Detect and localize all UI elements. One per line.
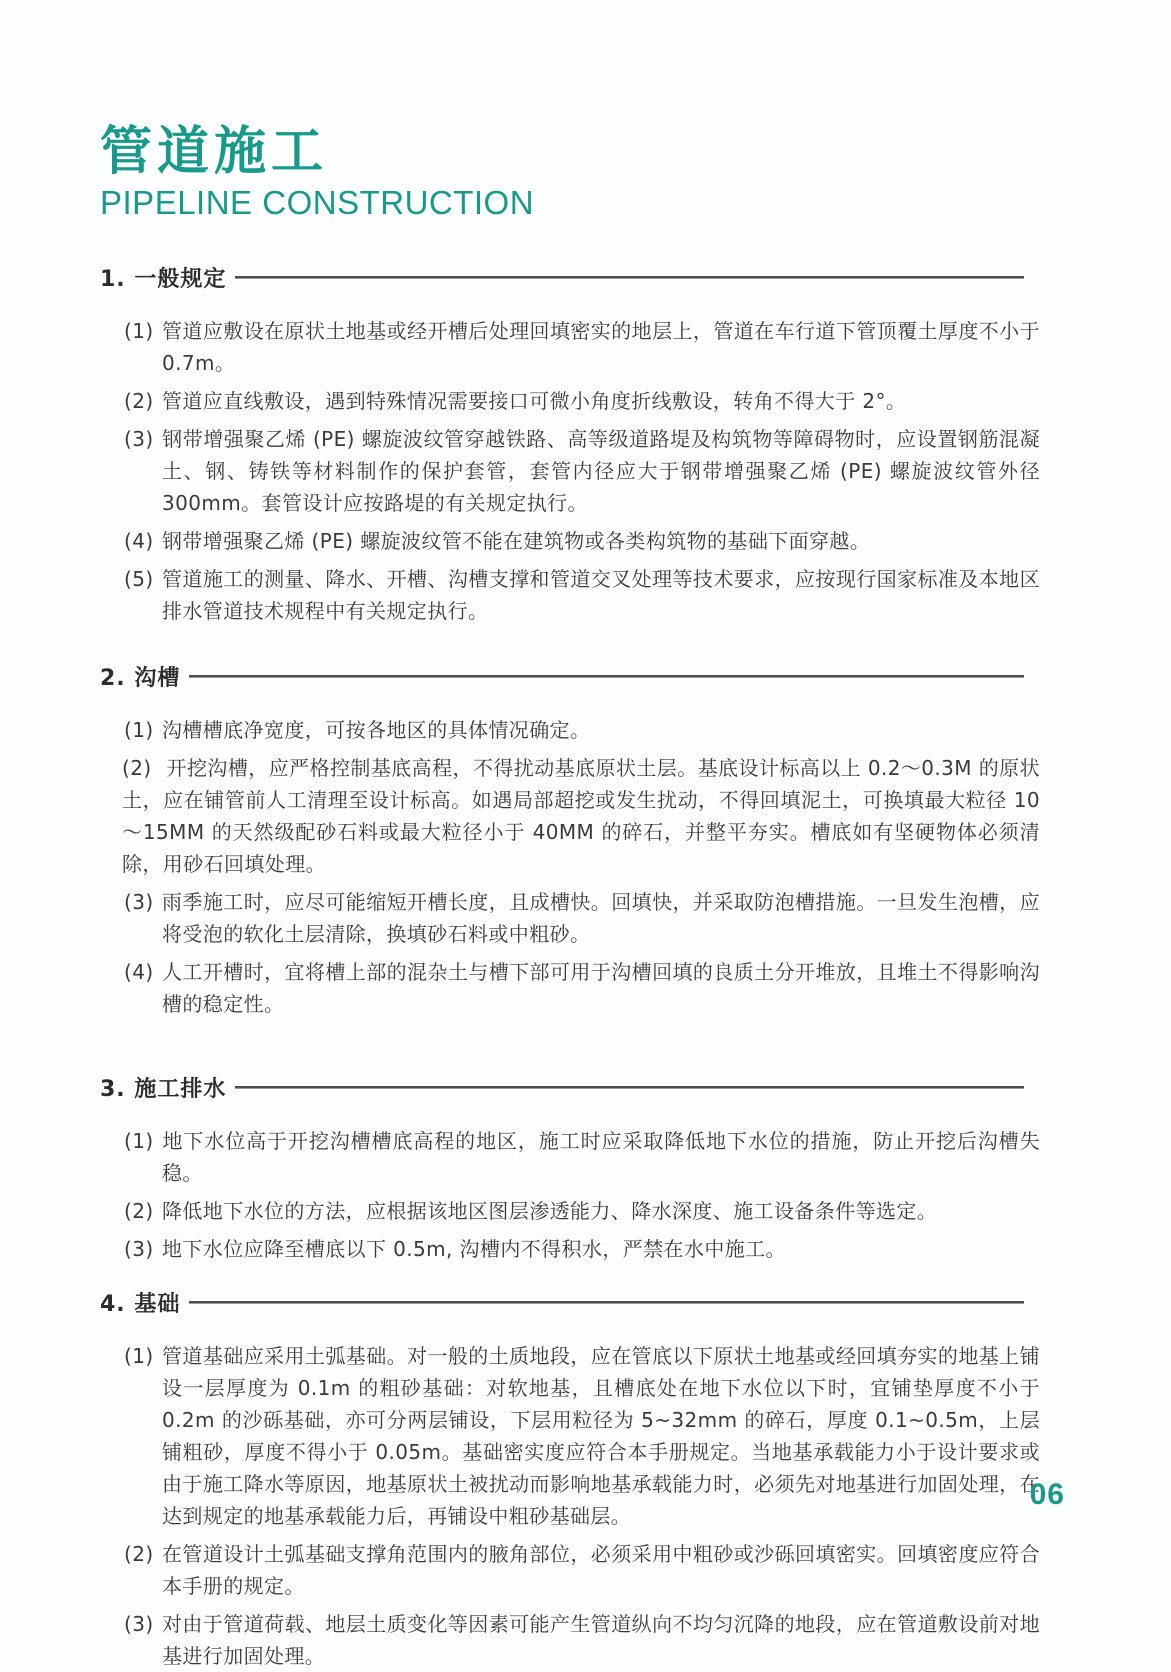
item-marker: (1)	[124, 1344, 154, 1368]
item-marker: (3)	[124, 1237, 154, 1261]
item-text: 雨季施工时，应尽可能缩短开槽长度，且成槽快。回填快，并采取防泡槽措施。一旦发生泡槽，应将受泡的软化土层清除，换填砂石料或中粗砂。	[162, 890, 1040, 946]
section-heading: 2. 沟槽	[100, 666, 181, 691]
section-heading: 4. 基础	[100, 1292, 181, 1317]
section-divider-rule	[189, 675, 1024, 678]
item-text: 地下水位高于开挖沟槽槽底高程的地区，施工时应采取降低地下水位的措施，防止开挖后沟槽失稳。	[162, 1129, 1040, 1185]
list-item	[100, 385, 1040, 417]
item-text: 管道基础应采用土弧基础。对一般的土质地段，应在管底以下原状土地基或经回填夯实的地基上铺设一层厚度为 0.1m 的粗砂基础：对软地基，且槽底处在地下水位以下时，宜铺垫厚度不小于 0.2m 的沙砾基础，亦可分两层铺设，下层用粒径为 5~32mm 的碎石，厚度 0.1~0.5m，上层铺粗砂，厚度不得小于 0.05m。基础密实度应符合本手册规定。当地基承载能力小于设计要求或由于施工降水等原因，地基原状土被扰动而影响地基承载能力时，必须先对地基进行加固处理，在达到规定的地基承载能力后，再铺设中粗砂基础层。	[162, 1344, 1040, 1528]
section-divider-rule	[235, 1086, 1024, 1089]
list-item	[100, 563, 1040, 627]
item-text: 人工开槽时，宜将槽上部的混杂土与槽下部可用于沟槽回填的良质土分开堆放，且堆土不得影响沟槽的稳定性。	[162, 960, 1040, 1016]
list-item	[100, 1538, 1040, 1602]
item-marker: (3)	[124, 427, 154, 451]
section-construction-drainage	[100, 1072, 1040, 1265]
page-header	[100, 122, 1040, 221]
item-marker: (1)	[124, 319, 154, 343]
item-text: 沟槽槽底净宽度，可按各地区的具体情况确定。	[162, 718, 591, 742]
list-item	[100, 1233, 1040, 1265]
item-text: 在管道设计土弧基础支撑角范围内的腋角部位，必须采用中粗砂或沙砾回填密实。回填密度应符合本手册的规定。	[162, 1542, 1040, 1598]
item-marker: (3)	[124, 1612, 154, 1636]
list-item	[100, 1608, 1040, 1672]
item-marker: (4)	[124, 529, 154, 553]
section-trench	[100, 661, 1040, 1020]
section-divider-rule	[235, 276, 1024, 279]
item-marker: (2)	[124, 389, 154, 413]
list-item	[100, 1195, 1040, 1227]
item-marker: (3)	[124, 890, 154, 914]
section-heading: 3. 施工排水	[100, 1077, 227, 1102]
item-text: 对由于管道荷载、地层土质变化等因素可能产生管道纵向不均匀沉降的地段，应在管道敷设前对地基进行加固处理。	[162, 1612, 1040, 1668]
page-subtitle: PIPELINE CONSTRUCTION	[100, 184, 535, 221]
list-item	[100, 1125, 1040, 1189]
item-marker: (2)	[124, 1199, 154, 1223]
section-heading-row	[100, 1072, 1040, 1103]
item-text: 钢带增强聚乙烯 (PE) 螺旋波纹管穿越铁路、高等级道路堤及构筑物等障碍物时，应设置钢筋混凝土、钢、铸铁等材料制作的保护套管，套管内径应大于钢带增强聚乙烯 (PE) 螺旋波纹管外径 300mm。套管设计应按路堤的有关规定执行。	[162, 427, 1040, 515]
item-text: 开挖沟槽，应严格控制基底高程，不得扰动基底原状土层。基底设计标高以上 0.2～0.3M 的原状土，应在铺管前人工清理至设计标高。如遇局部超挖或发生扰动，不得回填泥土，可换填最大粒径 10～15MM 的天然级配砂石料或最大粒径小于 40MM 的碎石，并整平夯实。槽底如有坚硬物体必须清除，用砂石回填处理。	[122, 756, 1040, 876]
list-item	[100, 1340, 1040, 1532]
list-item	[100, 423, 1040, 519]
item-marker: (5)	[124, 567, 154, 591]
page-number: 06	[1029, 1478, 1065, 1511]
section-heading-row	[100, 1287, 1040, 1318]
section-divider-rule	[189, 1301, 1024, 1304]
section-general-rules	[100, 262, 1040, 627]
page-title: 管道施工	[100, 122, 329, 182]
item-marker: (2)	[124, 1542, 154, 1566]
list-item	[100, 886, 1040, 950]
list-item	[100, 714, 1040, 746]
section-heading: 1. 一般规定	[100, 267, 227, 292]
item-text: 降低地下水位的方法，应根据该地区图层渗透能力、降水深度、施工设备条件等选定。	[162, 1199, 938, 1223]
item-text: 管道应直线敷设，遇到特殊情况需要接口可微小角度折线敷设，转角不得大于 2°。	[162, 389, 907, 413]
item-marker: (2)	[122, 756, 152, 780]
section-heading-row	[100, 262, 1040, 293]
section-heading-row	[100, 661, 1040, 692]
section-foundation	[100, 1287, 1040, 1672]
item-text: 地下水位应降至槽底以下 0.5m, 沟槽内不得积水，严禁在水中施工。	[162, 1237, 786, 1261]
item-marker: (4)	[124, 960, 154, 984]
item-marker: (1)	[124, 1129, 154, 1153]
list-item	[100, 525, 1040, 557]
item-text: 管道施工的测量、降水、开槽、沟槽支撑和管道交叉处理等技术要求，应按现行国家标准及本地区排水管道技术规程中有关规定执行。	[162, 567, 1040, 623]
item-text: 钢带增强聚乙烯 (PE) 螺旋波纹管不能在建筑物或各类构筑物的基础下面穿越。	[162, 529, 871, 553]
list-item	[100, 315, 1040, 379]
item-marker: (1)	[124, 718, 154, 742]
item-text: 管道应敷设在原状土地基或经开槽后处理回填密实的地层上，管道在车行道下管顶覆土厚度不小于 0.7m。	[162, 319, 1040, 375]
list-item	[100, 752, 1040, 880]
list-item	[100, 956, 1040, 1020]
